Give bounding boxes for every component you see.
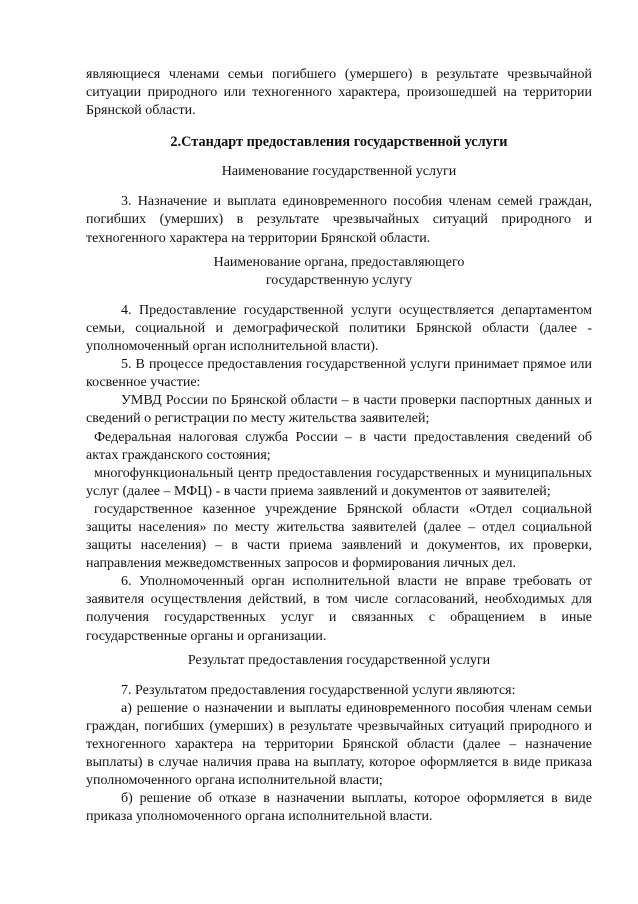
section-title: 2.Стандарт предоставления государственной услуги bbox=[170, 134, 508, 151]
paragraph-3: 3. Назначение и выплата единовременного пособия членам семей граждан, погибших (умерших) в результате чрезвычайных ситуаций природного и техногенного характера на территории Брянской области. bbox=[86, 194, 592, 246]
paragraph-5-mfc: многофункциональный центр предоставления государственных и муниципальных услуг (далее – МФЦ) - в части приема заявлений и документов от заявителей; bbox=[86, 465, 592, 499]
paragraph-5-gku: государственное казенное учреждение Брянской области «Отдел социальной защиты населения» по месту жительства заявителей (далее – отдел социальной защиты населения) – в части приема заявлений и документов, их проверки, направления межведомственных запросов и формирования личных дел. bbox=[86, 501, 592, 572]
subheading-service-name: Наименование государственной услуги bbox=[221, 164, 457, 180]
subheading-authority-line2: государственную услугу bbox=[265, 272, 413, 288]
subheading-authority bbox=[86, 254, 592, 290]
paragraph-7a: а) решение о назначении и выплаты единовременного пособия членам семьи граждан, погибших (умерших) в результате чрезвычайных ситуаций природного и техногенного характера на территории Брянской области (далее – назначение выплаты) в случае наличия права на выплату, которое оформляется в виде приказа уполномоченного органа исполнительной власти; bbox=[86, 700, 592, 789]
intro-paragraph: являющиеся членами семьи погибшего (умершего) в результате чрезвычайной ситуации природного или техногенного характера, произошедшей на территории Брянской области. bbox=[86, 67, 592, 119]
subheading-result: Результат предоставления государственной услуги bbox=[187, 652, 491, 668]
paragraph-5-umvd: УМВД России по Брянской области – в части проверки паспортных данных и сведений о регистрации по месту жительства заявителей; bbox=[86, 393, 592, 427]
paragraph-7: 7. Результатом предоставления государственной услуги являются: bbox=[121, 682, 516, 698]
paragraph-6: 6. Уполномоченный орган исполнительной власти не вправе требовать от заявителя осуществления действий, в том числе согласований, необходимых для получения государственных услуг и связанных с обращением в иные государственные органы и организации. bbox=[86, 574, 592, 644]
paragraph-5: 5. В процессе предоставления государственной услуги принимает прямое или косвенное участие: bbox=[86, 357, 592, 391]
paragraph-5-fns: Федеральная налоговая служба России – в части предоставления сведений об актах гражданского состояния; bbox=[86, 429, 592, 463]
paragraph-4: 4. Предоставление государственной услуги осуществляется департаментом семьи, социальной и демографической политики Брянской области (далее - уполномоченный орган исполнительной власти). bbox=[86, 302, 592, 355]
subheading-authority-line1: Наименование органа, предоставляющего bbox=[213, 254, 465, 270]
paragraph-7b: б) решение об отказе в назначении выплаты, которое оформляется в виде приказа уполномоченного органа исполнительной власти. bbox=[86, 791, 592, 825]
